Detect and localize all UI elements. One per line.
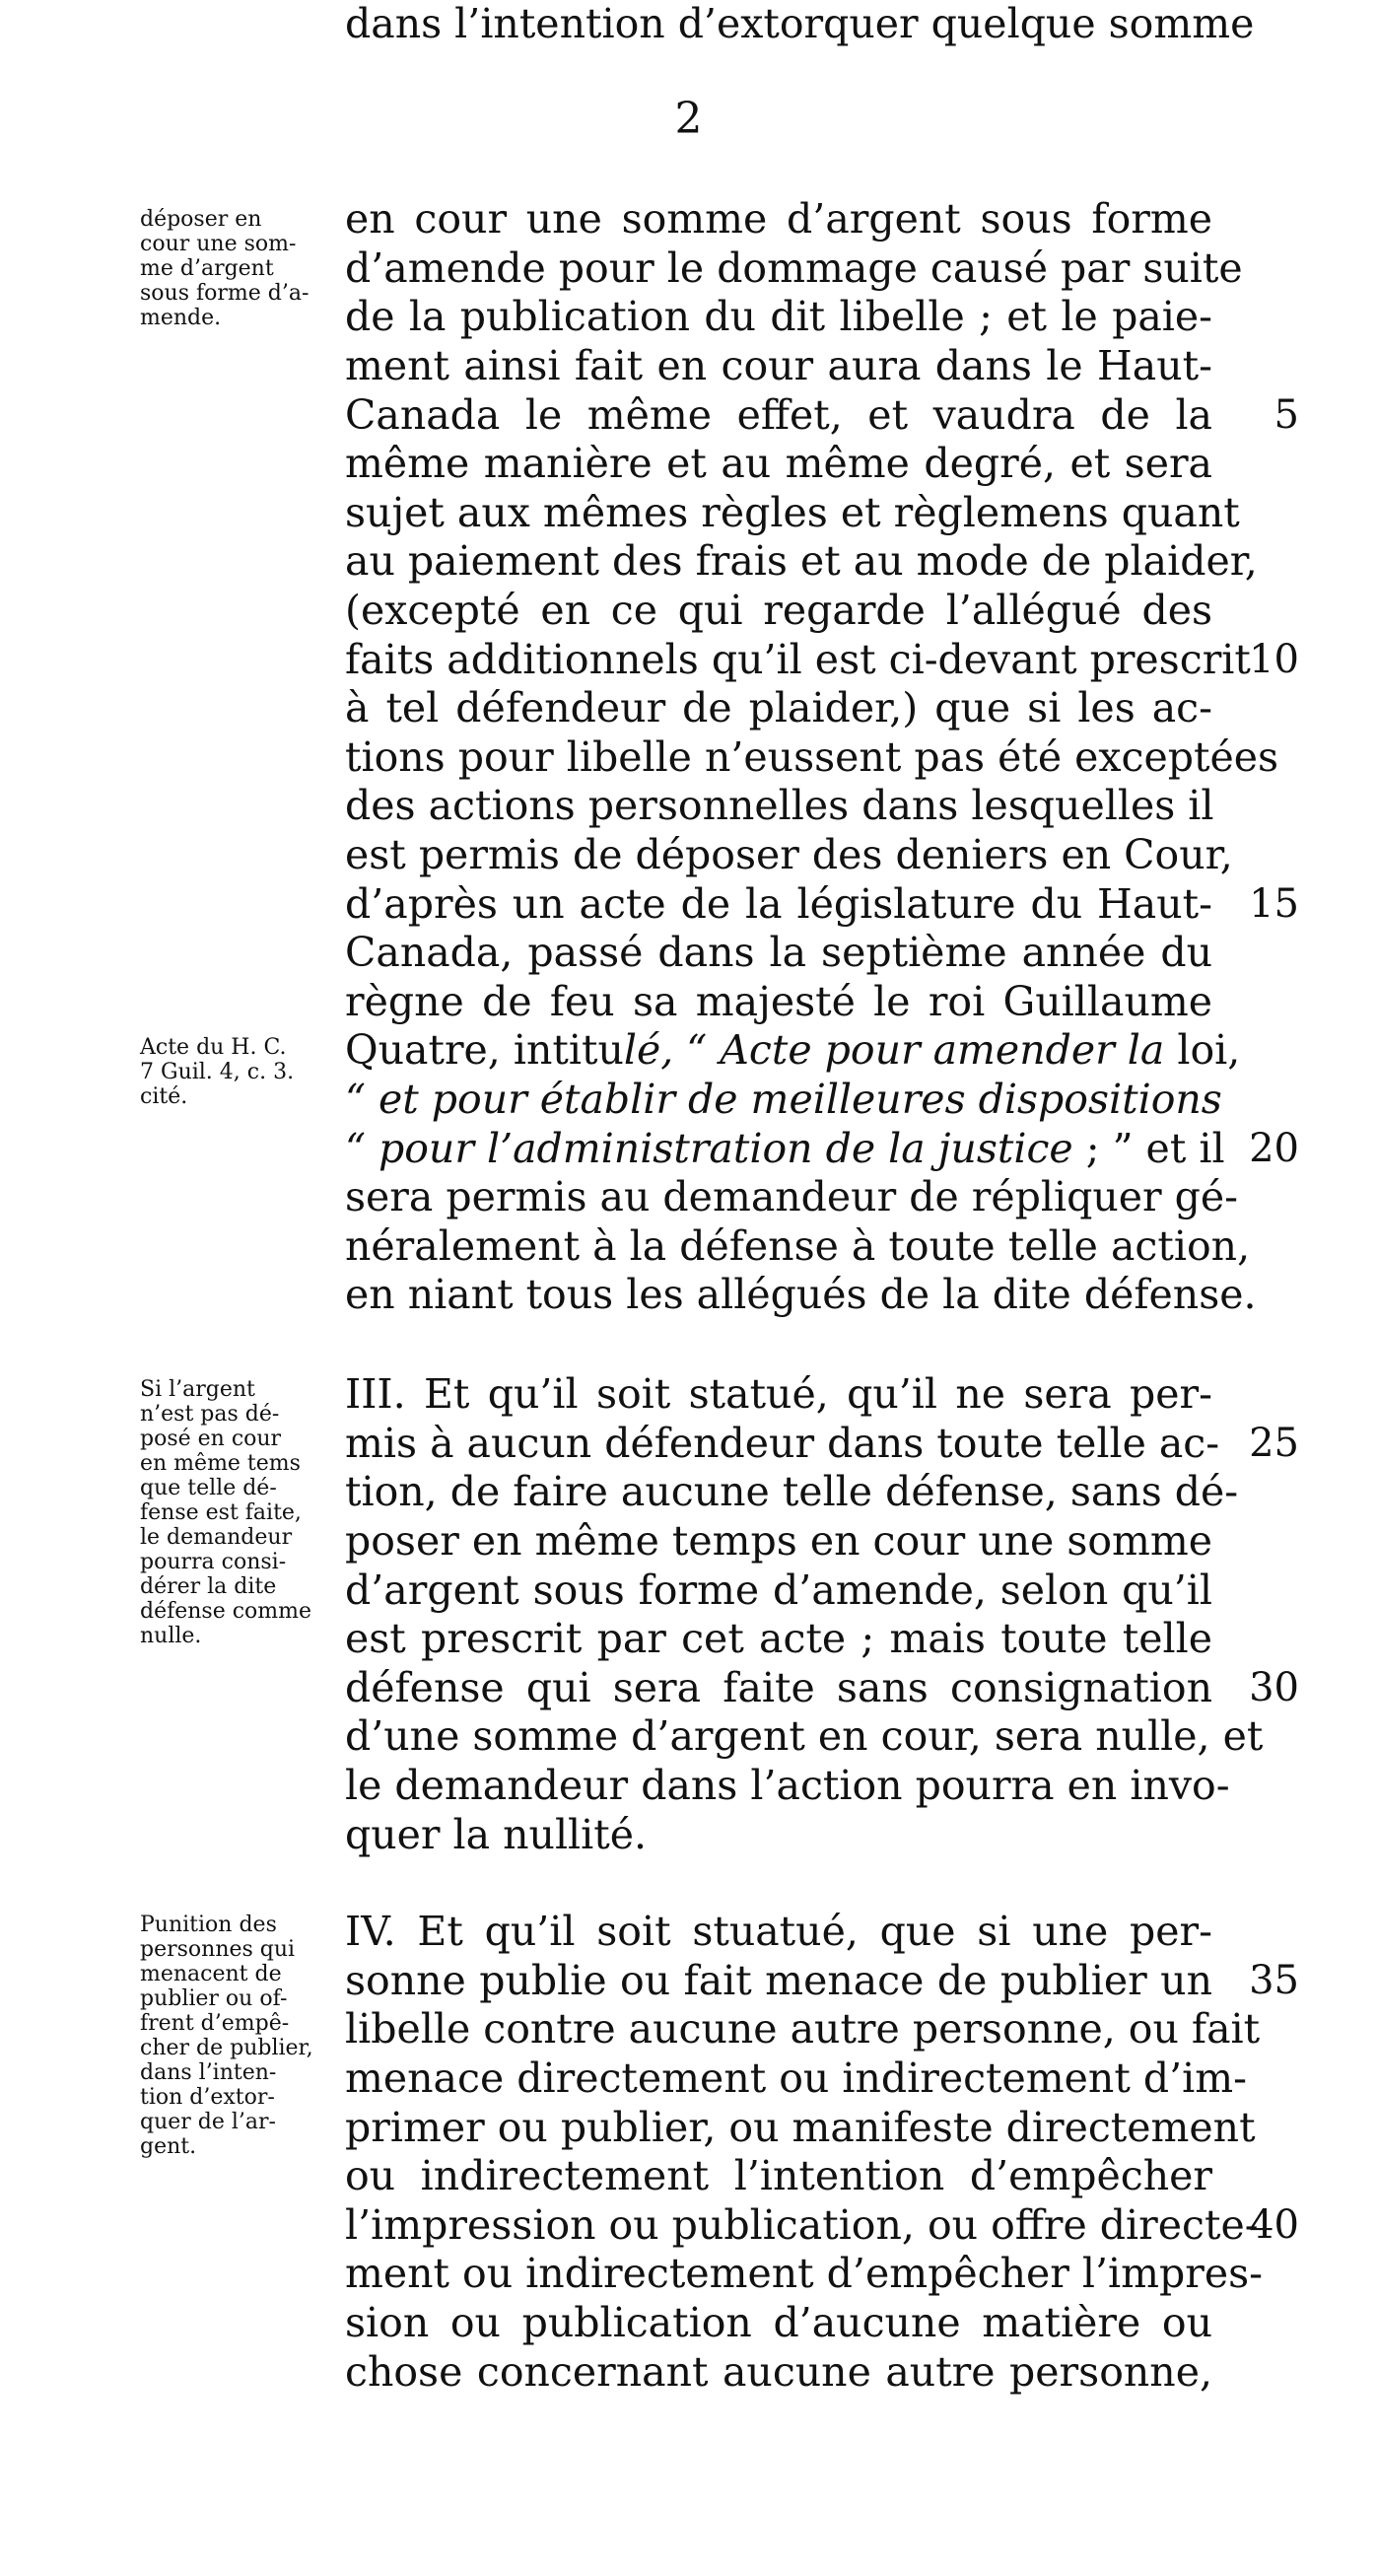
margin-note-line: cher de publier, bbox=[140, 2036, 313, 2060]
line-number: 10 bbox=[1249, 637, 1299, 682]
text-line: ou indirectement l’intention d’empêcher bbox=[345, 2152, 1212, 2199]
text-line: de la publication du dit libelle ; et le paie- bbox=[345, 293, 1212, 340]
text-line: chose concernant aucune autre personne, bbox=[345, 2348, 1212, 2396]
text-line: est permis de déposer des deniers en Cour, bbox=[345, 831, 1233, 878]
text-line: néralement à la défense à toute telle action, bbox=[345, 1222, 1251, 1270]
text-line: “ et pour établir de meilleures dispositions bbox=[345, 1076, 1222, 1123]
text-line: au paiement des frais et au mode de plaider, bbox=[345, 537, 1258, 585]
text-line: faits additionnels qu’il est ci-devant prescrit bbox=[345, 636, 1251, 683]
line-number: 25 bbox=[1249, 1421, 1299, 1466]
text-line: l’impression ou publication, ou offre directe- bbox=[345, 2201, 1259, 2249]
text-line: sion ou publication d’aucune matière ou bbox=[345, 2299, 1212, 2346]
text-line: sonne publie ou fait menace de publier un bbox=[345, 1957, 1212, 2004]
margin-note bbox=[140, 1913, 342, 2159]
text-line: d’argent sous forme d’amende, selon qu’il bbox=[345, 1566, 1212, 1614]
text-line: défense qui sera faite sans consignation bbox=[345, 1664, 1212, 1711]
text-line: ment ainsi fait en cour aura dans le Haut- bbox=[345, 342, 1212, 389]
text-line: (excepté en ce qui regarde l’allégué des bbox=[345, 587, 1212, 634]
margin-note-line: déposer en bbox=[140, 207, 262, 232]
margin-note-line: cour une som- bbox=[140, 232, 297, 256]
text-line: des actions personnelles dans lesquelles il bbox=[345, 782, 1214, 829]
text-line: est prescrit par cet acte ; mais toute telle bbox=[345, 1615, 1212, 1662]
text-line: sera permis au demandeur de répliquer gé- bbox=[345, 1173, 1239, 1220]
margin-note-line: que telle dé- bbox=[140, 1476, 277, 1500]
margin-note bbox=[140, 1035, 342, 1109]
text-line: poser en même temps en cour une somme bbox=[345, 1517, 1213, 1565]
margin-note-line: gent. bbox=[140, 2134, 197, 2159]
text-line: III. Et qu’il soit statué, qu’il ne sera per- bbox=[345, 1370, 1212, 1418]
text-line: Canada le même effet, et vaudra de la bbox=[345, 391, 1212, 439]
line-number: 5 bbox=[1274, 392, 1299, 438]
margin-note bbox=[140, 207, 342, 330]
margin-note-line: sous forme d’a- bbox=[140, 281, 310, 306]
margin-note bbox=[140, 1377, 342, 1648]
margin-note-line: me d’argent bbox=[140, 256, 274, 281]
text-line: en cour une somme d’argent sous forme bbox=[345, 195, 1212, 243]
margin-note-line: 7 Guil. 4, c. 3. bbox=[140, 1060, 295, 1084]
text-line: tions pour libelle n’eussent pas été exceptées bbox=[345, 733, 1279, 781]
margin-note-line: en même tems bbox=[140, 1451, 301, 1476]
margin-note-line: défense comme bbox=[140, 1599, 312, 1624]
line-number: 20 bbox=[1249, 1126, 1299, 1171]
margin-note-line: cité. bbox=[140, 1084, 188, 1109]
text-line: Quatre, intitulé, “ Acte pour amender la loi, bbox=[345, 1026, 1241, 1074]
text-line: libelle contre aucune autre personne, ou fait bbox=[345, 2005, 1261, 2053]
margin-note-line: publier ou of- bbox=[140, 1986, 288, 2011]
text-line: sujet aux mêmes règles et règlemens quant bbox=[345, 489, 1240, 536]
line-number: 40 bbox=[1249, 2202, 1299, 2248]
text-line: dans l’intention d’extorquer quelque somme bbox=[345, 0, 1255, 47]
text-line: même manière et au même degré, et sera bbox=[345, 440, 1212, 487]
margin-note-line: mende. bbox=[140, 306, 222, 330]
text-line: d’amende pour le dommage causé par suite bbox=[345, 244, 1243, 292]
margin-note-line: n’est pas dé- bbox=[140, 1402, 280, 1427]
text-line: “ pour l’administration de la justice ; ” et il bbox=[345, 1125, 1225, 1172]
margin-note-line: fense est faite, bbox=[140, 1500, 302, 1525]
margin-note-line: menacent de bbox=[140, 1962, 282, 1986]
text-line: menace directement ou indirectement d’im- bbox=[345, 2054, 1247, 2102]
text-line: tion, de faire aucune telle défense, sans dé- bbox=[345, 1468, 1239, 1515]
margin-note-line: dérer la dite bbox=[140, 1574, 277, 1599]
text-line: d’une somme d’argent en cour, sera nulle, et bbox=[345, 1712, 1264, 1760]
margin-note-line: personnes qui bbox=[140, 1937, 296, 1962]
margin-note-line: tion d’extor- bbox=[140, 2085, 275, 2110]
margin-note-line: posé en cour bbox=[140, 1427, 282, 1451]
margin-note-line: quer de l’ar- bbox=[140, 2110, 276, 2134]
text-line: Canada, passé dans la septième année du bbox=[345, 929, 1212, 976]
margin-note-line: Punition des bbox=[140, 1913, 277, 1937]
line-number: 35 bbox=[1249, 1958, 1299, 2003]
margin-note-line: dans l’inten- bbox=[140, 2060, 277, 2085]
text-line: le demandeur dans l’action pourra en invo- bbox=[345, 1762, 1230, 1809]
text-line: d’après un acte de la législature du Haut- bbox=[345, 880, 1212, 928]
margin-note-line: Acte du H. C. bbox=[140, 1035, 287, 1060]
page-number: 2 bbox=[674, 94, 703, 144]
margin-note-line: Si l’argent bbox=[140, 1377, 255, 1402]
margin-note-line: pourra consi- bbox=[140, 1550, 287, 1574]
text-line: IV. Et qu’il soit stuatué, que si une per- bbox=[345, 1908, 1212, 1955]
text-line: primer ou publier, ou manifeste directement bbox=[345, 2104, 1256, 2151]
line-number: 15 bbox=[1249, 881, 1299, 927]
margin-note-line: frent d’empê- bbox=[140, 2011, 290, 2036]
text-line: mis à aucun défendeur dans toute telle ac- bbox=[345, 1420, 1220, 1467]
margin-note-line: nulle. bbox=[140, 1624, 202, 1648]
text-line: en niant tous les allégués de la dite défense. bbox=[345, 1271, 1257, 1318]
margin-note-line: le demandeur bbox=[140, 1525, 293, 1550]
text-line: quer la nullité. bbox=[345, 1811, 648, 1858]
text-line: ment ou indirectement d’empêcher l’impres- bbox=[345, 2250, 1264, 2297]
text-line: règne de feu sa majesté le roi Guillaume bbox=[345, 978, 1212, 1025]
line-number: 30 bbox=[1249, 1665, 1299, 1710]
text-line: à tel défendeur de plaider,) que si les ac- bbox=[345, 684, 1212, 731]
